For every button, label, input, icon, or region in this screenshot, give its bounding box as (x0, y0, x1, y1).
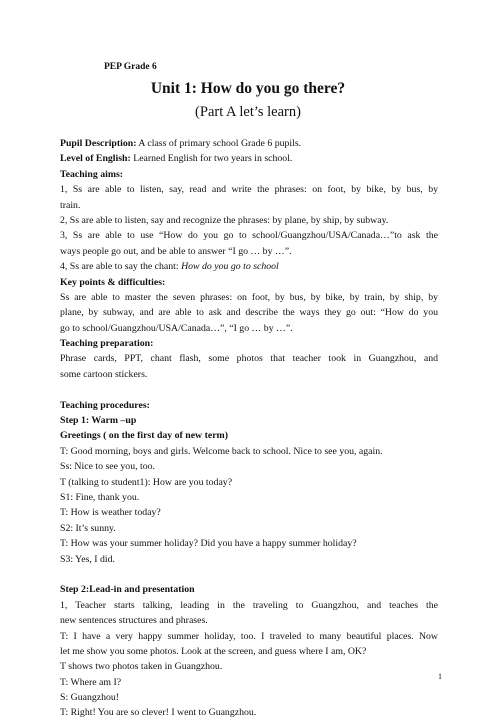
key-points-line-2: plane, by subway, and are able to ask and describe the ways they go out: “How do you (60, 307, 438, 319)
dialogue-line: T: Right! You are so clever! I went to Guangzhou. (60, 707, 257, 719)
spacer (60, 382, 438, 397)
dialogue-line: T: How was your summer holiday? Did you have a happy summer holiday? (60, 538, 357, 550)
dialogue-line: T: Good morning, boys and girls. Welcome back to school. Nice to see you, again. (60, 445, 383, 457)
dialogue-line: T: Where am I? (60, 676, 122, 688)
dialogue-line: S2: It’s sunny. (60, 522, 116, 534)
teaching-procedures-heading: Teaching procedures: (60, 399, 150, 411)
dialogue-line: Ss: Nice to see you, too. (60, 461, 155, 473)
aim-3-line-1: 3, Ss are able to use “How do you go to school/Guangzhou/USA/Canada…”to ask the (60, 230, 438, 242)
step-2-para-1-line-2: new sentences structures and phrases. (60, 615, 208, 627)
level-text: Learned English for two years in school. (130, 153, 293, 165)
step-1-heading: Step 1: Warm –up (60, 415, 137, 427)
dialogue-line: S1: Fine, thank you. (60, 491, 140, 503)
level-of-english (60, 151, 438, 166)
greetings-heading: Greetings ( on the first day of new term) (60, 430, 228, 442)
step-2-para-2-line-2: let me show you some photos. Look at the screen, and guess where I am, OK? (60, 645, 367, 657)
grade-label: PEP Grade 6 (104, 62, 157, 72)
aim-3-line-2: ways people go out, and be able to answer “I go … by …”. (60, 245, 292, 257)
dialogue-line: S3: Yes, I did. (60, 553, 115, 565)
step-2-para-1-line-1: 1, Teacher starts talking, leading in the traveling to Guangzhou, and teaches the (60, 599, 438, 611)
level-label: Level of English: (60, 153, 131, 165)
aim-1-line-2: train. (60, 199, 81, 211)
teaching-preparation-heading: Teaching preparation: (60, 338, 154, 350)
aim-1-line-1: 1, Ss are able to listen, say, read and write the phrases: on foot, by bike, by bus, by (60, 184, 438, 196)
dialogue-line: T (talking to student1): How are you today? (60, 476, 233, 488)
page-title: Unit 1: How do you go there? (150, 80, 346, 97)
aim-4-chant-title: How do you go to school (181, 261, 279, 273)
preparation-line-2: some cartoon stickers. (60, 368, 148, 380)
dialogue-line: S: Guangzhou! (60, 692, 120, 704)
page-subtitle: (Part A let’s learn) (195, 104, 301, 120)
step-2-para-2-line-1: T: I have a very happy summer holiday, too. I traveled to many beautiful places. Now (60, 630, 438, 642)
dialogue-line: T: How is weather today? (60, 507, 161, 519)
pupil-description (60, 136, 438, 151)
spacer (60, 567, 438, 582)
aim-4-text: 4, Ss are able to say the chant: (60, 261, 182, 273)
document-body (60, 136, 438, 721)
preparation-line-1: Phrase cards, PPT, chant flash, some photos that teacher took in Guangzhou, and (60, 353, 438, 365)
page-number: 1 (438, 672, 442, 681)
step-2-heading: Step 2:Lead-in and presentation (60, 584, 195, 596)
dialogue-line: T shows two photos taken in Guangzhou. (60, 661, 223, 673)
key-points-heading: Key points & difficulties: (60, 276, 166, 288)
key-points-line-3: go to school/Guangzhou/USA/Canada…”, “I go … by …”. (60, 322, 293, 334)
teaching-aims-heading: Teaching aims: (60, 168, 124, 180)
key-points-line-1: Ss are able to master the seven phrases: on foot, by bus, by bike, by train, by ship, by (60, 291, 438, 303)
pupil-description-text: A class of primary school Grade 6 pupils. (136, 138, 302, 149)
aim-2: 2, Ss are able to listen, say and recognize the phrases: by plane, by ship, by subway. (60, 214, 389, 226)
pupil-description-label: Pupil Description: (60, 138, 137, 149)
aim-4 (60, 259, 438, 274)
